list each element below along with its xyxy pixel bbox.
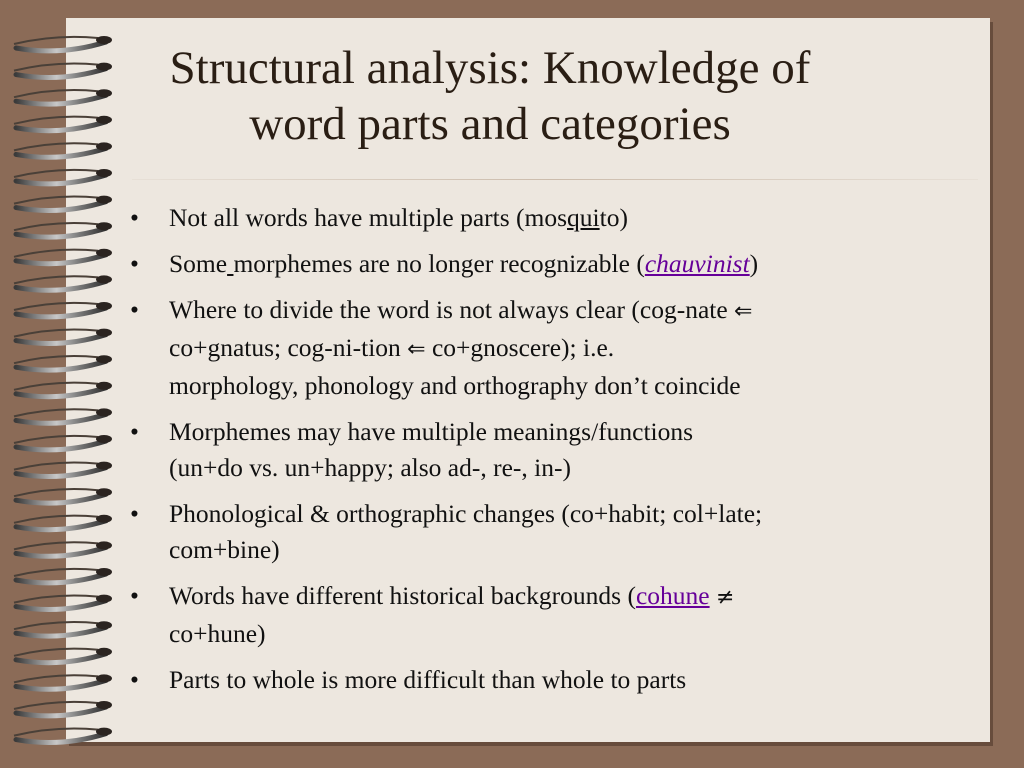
left-arrow-icon: ⇐: [734, 299, 753, 324]
coil-front: [16, 228, 106, 237]
coil-back: [14, 489, 98, 496]
cohune-link[interactable]: cohune: [635, 581, 710, 610]
binding-hole: [96, 701, 112, 709]
coil-front: [16, 521, 106, 530]
coil-back: [14, 675, 98, 682]
coil-back: [14, 356, 98, 363]
binding-hole: [96, 329, 112, 337]
binding-hole: [96, 674, 112, 682]
coil-back: [14, 37, 98, 44]
binding-hole: [96, 595, 112, 603]
binding-hole: [96, 196, 112, 204]
bullet-text: Not all words have multiple parts (mos: [169, 203, 568, 232]
coil-front: [16, 627, 106, 636]
bullet-text: Parts to whole is more difficult than whole to parts: [169, 665, 687, 694]
bullet-item-parts-whole: [128, 662, 978, 698]
coil-front: [16, 468, 106, 477]
left-arrow-icon: ⇐: [407, 337, 426, 362]
binding-hole: [96, 435, 112, 443]
coil-back: [14, 276, 98, 283]
coil-back: [14, 595, 98, 602]
binding-hole: [96, 275, 112, 283]
bullet-text: to): [599, 203, 628, 232]
coil-front: [16, 654, 106, 663]
bullet-item-changes: [128, 496, 978, 568]
bullet-text: Where to divide the word is not always clear (cog-nate: [169, 295, 735, 324]
title-line-2: word parts and categories: [249, 98, 731, 150]
title-line-1: Structural analysis: Knowledge of: [169, 42, 811, 94]
binding-hole: [96, 648, 112, 656]
slide-title: [90, 40, 890, 152]
binding-hole: [96, 222, 112, 230]
binding-hole: [96, 408, 112, 416]
binding-hole: [96, 382, 112, 390]
coil-back: [14, 622, 98, 629]
bullet-text: Phonological & orthographic changes (co+habit; col+late;: [169, 499, 763, 528]
bullet-text: co+gnatus; cog-ni-tion: [169, 333, 408, 362]
coil-front: [16, 175, 106, 184]
bullet-text: Some: [169, 249, 228, 278]
coil-front: [16, 255, 106, 264]
coil-back: [14, 117, 98, 124]
coil-back: [14, 170, 98, 177]
coil-back: [14, 649, 98, 656]
bullet-text: morphemes are no longer recognizable (: [233, 249, 645, 278]
bullet-text: co+hune): [169, 619, 266, 648]
title-divider: [132, 179, 978, 180]
bullet-item-historical: [128, 578, 978, 652]
coil-back: [14, 329, 98, 336]
coil-front: [16, 680, 106, 689]
chauvinist-link[interactable]: chauvinist: [644, 249, 750, 278]
not-equal-icon: ≠: [715, 585, 735, 610]
coil-back: [14, 63, 98, 70]
coil-back: [14, 250, 98, 257]
binding-hole: [96, 515, 112, 523]
bullet-text: (un+do vs. un+happy; also ad-, re-, in-): [169, 453, 571, 482]
coil-back: [14, 436, 98, 443]
coil-back: [14, 702, 98, 709]
coil-back: [14, 516, 98, 523]
underlined-text: qui: [567, 203, 600, 232]
binding-hole: [96, 488, 112, 496]
coil-front: [16, 707, 106, 716]
coil-front: [16, 388, 106, 397]
coil-front: [16, 308, 106, 317]
coil-back: [14, 303, 98, 310]
binding-hole: [96, 302, 112, 310]
coil-front: [16, 494, 106, 503]
binding-hole: [96, 541, 112, 549]
coil-front: [16, 734, 106, 743]
coil-front: [16, 414, 106, 423]
coil-back: [14, 569, 98, 576]
binding-hole: [96, 462, 112, 470]
coil-back: [14, 223, 98, 230]
bullet-text: com+bine): [169, 535, 280, 564]
coil-front: [16, 335, 106, 344]
coil-back: [14, 143, 98, 150]
coil-back: [14, 542, 98, 549]
coil-back: [14, 462, 98, 469]
binding-hole: [96, 249, 112, 257]
coil-front: [16, 361, 106, 370]
binding-hole: [96, 621, 112, 629]
bullet-item-recognizable: [128, 246, 978, 282]
bullet-item-multiple-parts: [128, 200, 978, 236]
coil-front: [16, 574, 106, 583]
bullet-text: ): [749, 249, 759, 278]
coil-back: [14, 728, 98, 735]
bullet-text: Morphemes may have multiple meanings/functions: [169, 417, 694, 446]
bullet-text: morphology, phonology and orthography don’t coincide: [169, 371, 741, 400]
coil-front: [16, 441, 106, 450]
coil-front: [16, 281, 106, 290]
bullet-text: Words have different historical backgrounds (: [169, 581, 636, 610]
coil-front: [16, 202, 106, 211]
coil-back: [14, 383, 98, 390]
binding-hole: [96, 169, 112, 177]
coil-front: [16, 601, 106, 610]
bullet-item-meanings: [128, 414, 978, 486]
coil-back: [14, 196, 98, 203]
bullet-text: co+gnoscere); i.e.: [431, 333, 615, 362]
coil-back: [14, 409, 98, 416]
bullet-list: [128, 200, 978, 708]
binding-hole: [96, 355, 112, 363]
coil-front: [16, 547, 106, 556]
binding-hole: [96, 568, 112, 576]
binding-hole: [96, 728, 112, 736]
coil-back: [14, 90, 98, 97]
bullet-item-divide-word: [128, 292, 978, 404]
